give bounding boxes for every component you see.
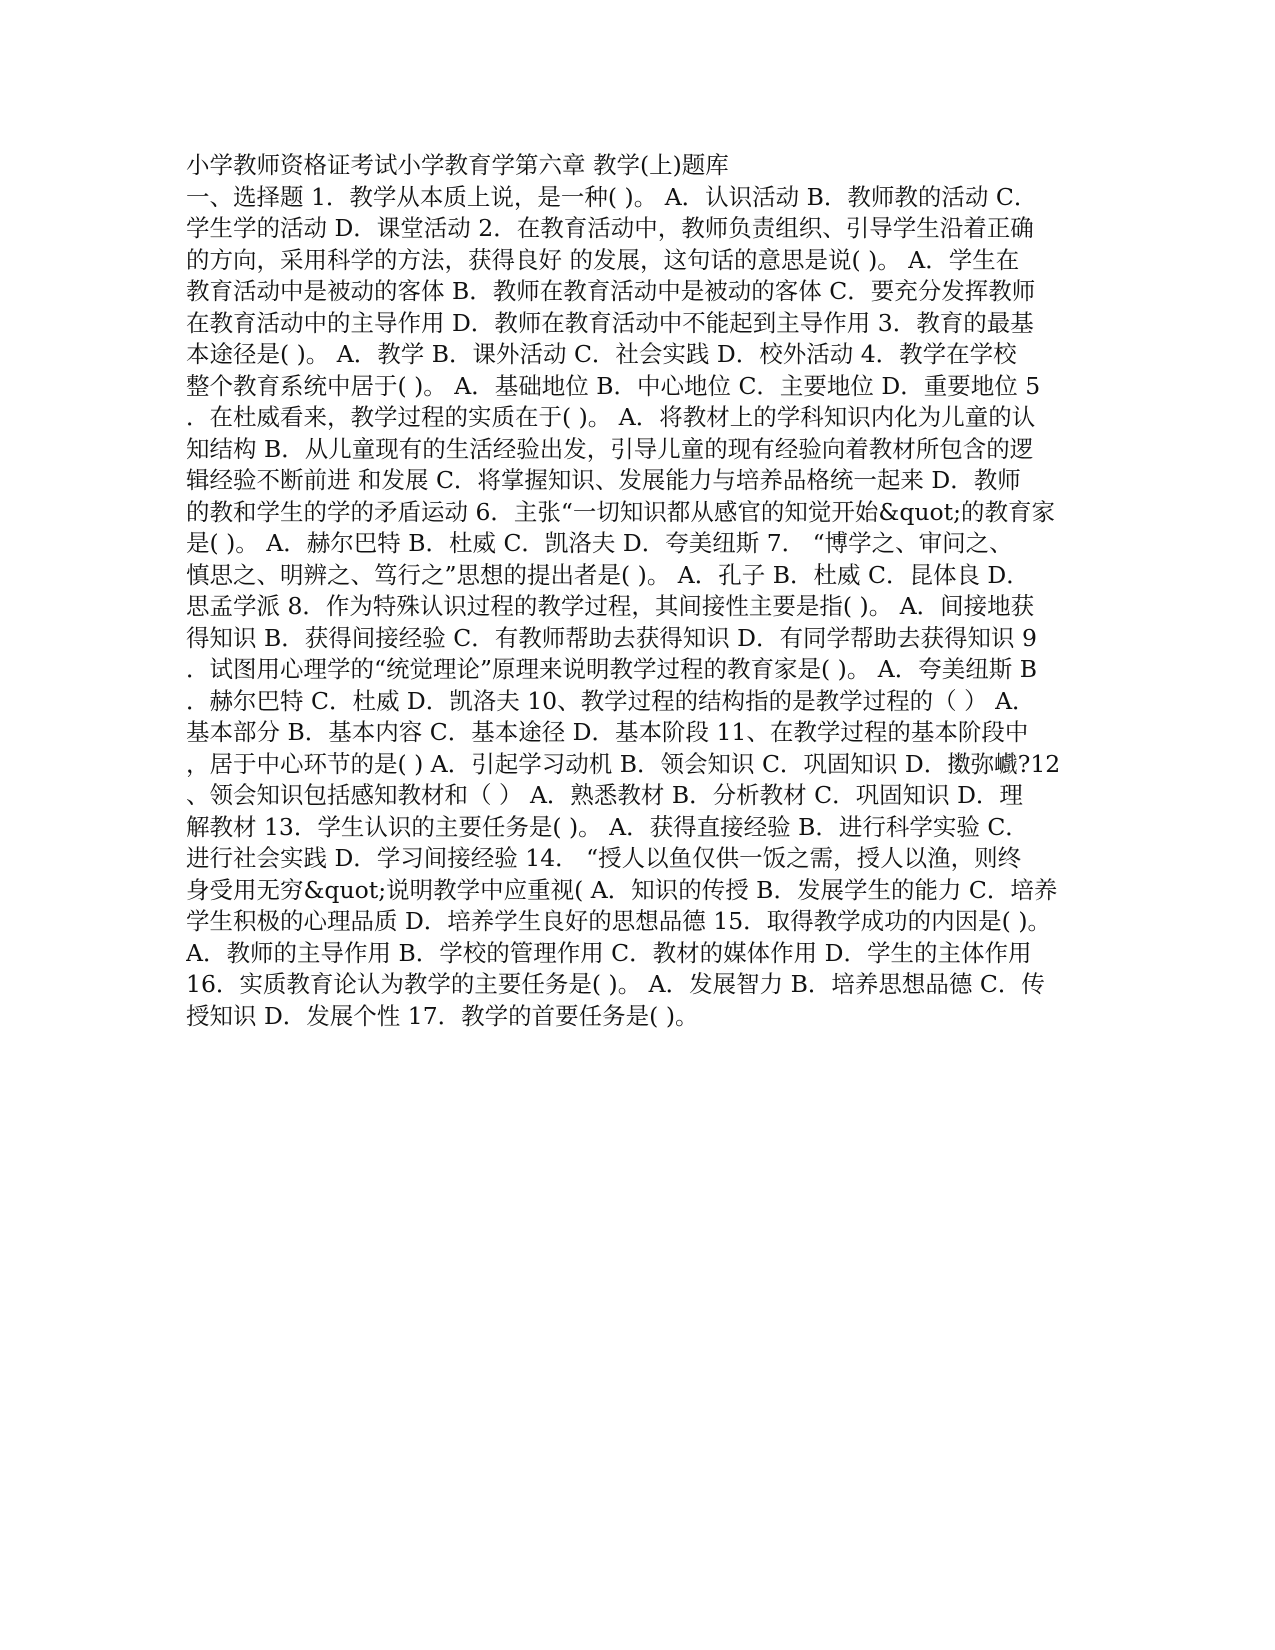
- text-line: ．在杜威看来，教学过程的实质在于( )。 A．将教材上的学科知识内化为儿童的认: [186, 403, 1036, 431]
- text-line: 是( )。 A．赫尔巴特 B．杜威 C．凯洛夫 D．夸美纽斯 7． “博学之、审问之、: [186, 529, 1013, 557]
- text-line: 整个教育系统中居于( )。 A．基础地位 B．中心地位 C．主要地位 D．重要地位 5: [186, 371, 1041, 400]
- text-line: ．试图用心理学的“统觉理论”原理来说明教学过程的教育家是( )。 A．夸美纽斯 B: [186, 655, 1038, 683]
- text-line: 慎思之、明辨之、笃行之”思想的提出者是( )。 A．孔子 B．杜威 C．昆体良 D．: [186, 560, 1030, 589]
- text-line: 授知识 D．发展个性 17．教学的首要任务是( )。: [186, 1001, 699, 1030]
- text-line: 的方向，采用科学的方法，获得良好 的发展，这句话的意思是说( )。 A．学生在: [186, 245, 1020, 274]
- text-line: 辑经验不断前进 和发展 C．将掌握知识、发展能力与培养品格统一起来 D．教师: [186, 466, 1021, 494]
- text-line: 思孟学派 8．作为特殊认识过程的教学过程，其间接性主要是指( )。 A．间接地获: [186, 592, 1035, 620]
- text-line: 、领会知识包括感知教材和（ ） A．熟悉教材 B．分析教材 C．巩固知识 D．理: [186, 781, 1023, 809]
- text-line: ，居于中心环节的是( ) A．引起学习动机 B．领会知识 C．巩固知识 D．擞弥巇?12: [186, 749, 1061, 778]
- text-line: 知结构 B．从儿童现有的生活经验出发，引导儿童的现有经验向着教材所包含的逻: [186, 434, 1034, 463]
- text-line: 基本部分 B．基本内容 C．基本途径 D．基本阶段 11、在教学过程的基本阶段中: [186, 718, 1029, 746]
- text-line: 学生学的活动 D．课堂活动 2．在教育活动中，教师负责组织、引导学生沿着正确: [186, 214, 1034, 242]
- text-line: 学生积极的心理品质 D．培养学生良好的思想品德 15．取得教学成功的内因是( )。: [186, 907, 1051, 935]
- text-line: 的教和学生的学的矛盾运动 6．主张“一切知识都从感官的知觉开始&quot;的教育家: [186, 497, 1056, 526]
- text-line: 本途径是( )。 A．教学 B．课外活动 C．社会实践 D．校外活动 4．教学在学校: [186, 340, 1017, 368]
- text-line: 得知识 B．获得间接经验 C．有教师帮助去获得知识 D．有同学帮助去获得知识 9: [186, 623, 1037, 652]
- text-line: A．教师的主导作用 B．学校的管理作用 C．教材的媒体作用 D．学生的主体作用: [186, 938, 1032, 967]
- text-line: 教育活动中是被动的客体 B．教师在教育活动中是被动的客体 C．要充分发挥教师: [186, 277, 1036, 305]
- text-line: 身受用无穷&quot;说明教学中应重视( A．知识的传授 B．发展学生的能力 C．培养: [186, 875, 1058, 904]
- text-line: 在教育活动中的主导作用 D．教师在教育活动中不能起到主导作用 3．教育的最基: [186, 308, 1034, 337]
- text-line: 进行社会实践 D．学习间接经验 14． “授人以鱼仅供一饭之需，授人以渔，则终: [186, 844, 1022, 872]
- text-line: 一、选择题 1．教学从本质上说，是一种( )。 A．认识活动 B．教师教的活动 C．: [186, 182, 1038, 211]
- document-title: 小学教师资格证考试小学教育学第六章 教学(上)题库: [186, 151, 729, 179]
- text-line: 16．实质教育论认为教学的主要任务是( )。 A．发展智力 B．培养思想品德 C．传: [186, 970, 1045, 998]
- text-line: ．赫尔巴特 C．杜威 D．凯洛夫 10、教学过程的结构指的是教学过程的（ ） A．: [186, 686, 1036, 715]
- document-body: [186, 150, 1076, 1032]
- text-line: 解教材 13．学生认识的主要任务是( )。 A．获得直接经验 B．进行科学实验 C．: [186, 812, 1029, 841]
